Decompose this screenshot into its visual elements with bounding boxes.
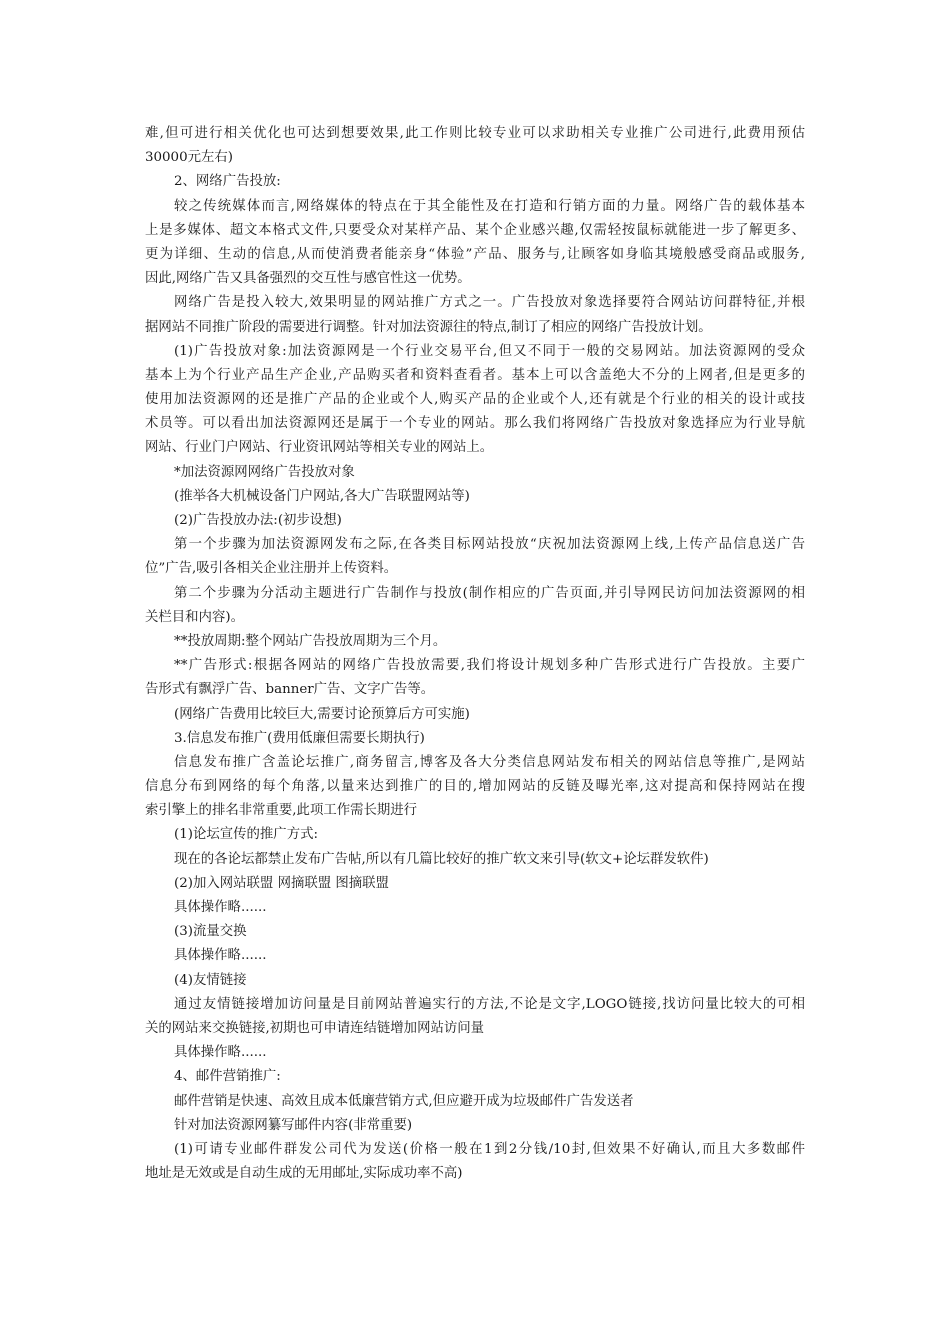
text-line: 关栏目和内容)。 [145,609,244,625]
text-line: 现在的各论坛都禁止发布广告帖,所以有几篇比较好的推广软文来引导(软文+论坛群发软件) [174,851,709,867]
text-line: (4)友情链接 [174,972,247,988]
text-line: 具体操作略...... [174,900,267,915]
text-line: 索引擎上的排名非常重要,此项工作需长期进行 [145,803,418,819]
text-line: 3.信息发布推广(费用低廉但需要长期执行) [174,730,425,746]
text-line: 位”广告,吸引各相关企业注册并上传资料。 [145,561,398,577]
text-line: 第二个步骤为分活动主题进行广告制作与投放(制作相应的广告页面,并引导网民访问加法资源网的相 [174,585,805,601]
text-line: *加法资源网网络广告投放对象 [174,464,355,480]
text-line: 告形式有飘浮广告、banner广告、文字广告等。 [145,682,435,698]
text-line: 具体操作略...... [174,948,267,964]
text-line: 较之传统媒体而言,网络媒体的特点在于其全能性及在打造和行销方面的力量。网络广告的载体基本 [174,198,805,214]
text-line: 信息分布到网络的每个角落,以量来达到推广的目的,增加网站的反链及曝光率,这对提高和保持网站在搜 [145,779,805,795]
text-line: 术员等。可以看出加法资源网还是属于一个专业的网站。那么我们将网络广告投放对象选择应为行业导航 [145,416,805,432]
text-line: 因此,网络广告又具备强烈的交互性与感官性这一优势。 [145,271,471,287]
text-line: 上是多媒体、超文本格式文件,只要受众对某样产品、某个企业感兴趣,仅需轻按鼠标就能进一步了解更多、 [145,222,805,238]
text-line: 30000元左右) [145,150,233,166]
text-line: 针对加法资源网纂写邮件内容(非常重要) [174,1117,413,1133]
text-line: 2、网络广告投放: [174,174,281,190]
text-line: 更为详细、生动的信息,从而使消费者能亲身“体验”产品、服务与,让顾客如身临其境般感受商品或服务, [145,246,805,262]
text-line: (1)可请专业邮件群发公司代为发送(价格一般在1到2分钱/10封,但效果不好确认,而且大多数邮件 [174,1141,805,1157]
text-line: 地址是无效或是自动生成的无用邮址,实际成功率不高) [145,1166,463,1182]
text-line: 邮件营销是快速、高效且成本低廉营销方式,但应避开成为垃圾邮件广告发送者 [174,1093,634,1109]
text-line: 具体操作略...... [174,1045,267,1061]
text-line: (1)广告投放对象:加法资源网是一个行业交易平台,但又不同于一般的交易网站。加法资源网的受众 [174,343,805,359]
text-line: (推举各大机械设备门户网站,各大广告联盟网站等) [174,488,470,504]
text-line: 第一个步骤为加法资源网发布之际,在各类目标网站投放“庆祝加法资源网上线,上传产品信息送广告 [174,537,805,553]
text-line: 据网站不同推广阶段的需要进行调整。针对加法资源往的特点,制订了相应的网络广告投放计划。 [145,319,712,335]
text-line: **投放周期:整个网站广告投放周期为三个月。 [174,633,447,649]
text-line: (2)加入网站联盟 网摘联盟 图摘联盟 [174,875,389,891]
text-line: (网络广告费用比较巨大,需要讨论预算后方可实施) [174,706,470,722]
text-line: 基本上为个行业产品生产企业,产品购买者和资料查看者。基本上可以含盖绝大不分的上网者,但是更多的 [145,367,805,383]
text-line: 信息发布推广含盖论坛推广,商务留言,博客及各大分类信息网站发布相关的网站信息等推广,是网站 [174,754,805,770]
document-body [145,122,805,1186]
text-line: 网络广告是投入较大,效果明显的网站推广方式之一。广告投放对象选择要符合网站访问群特征,并根 [174,295,805,311]
text-line: (2)广告投放办法:(初步设想) [174,513,342,528]
text-line: **广告形式:根据各网站的网络广告投放需要,我们将设计规划多种广告形式进行广告投放。主要广 [174,658,805,674]
text-line: 通过友情链接增加访问量是目前网站普遍实行的方法,不论是文字,LOGO链接,找访问量比较大的可相 [174,996,805,1012]
text-line: 使用加法资源网的还是推广产品的企业或个人,购买产品的企业或个人,还有就是个行业的相关的设计或技 [145,392,805,408]
text-line: 难,但可进行相关优化也可达到想要效果,此工作则比较专业可以求助相关专业推广公司进行,此费用预估 [145,126,805,141]
text-line: (1)论坛宣传的推广方式: [174,827,318,843]
text-line: 关的网站来交换链接,初期也可申请连结链增加网站访问量 [145,1020,485,1036]
text-line: 网站、行业门户网站、行业资讯网站等相关专业的网站上。 [145,440,494,456]
text-line: (3)流量交换 [174,924,247,940]
text-line: 4、邮件营销推广: [174,1069,281,1085]
